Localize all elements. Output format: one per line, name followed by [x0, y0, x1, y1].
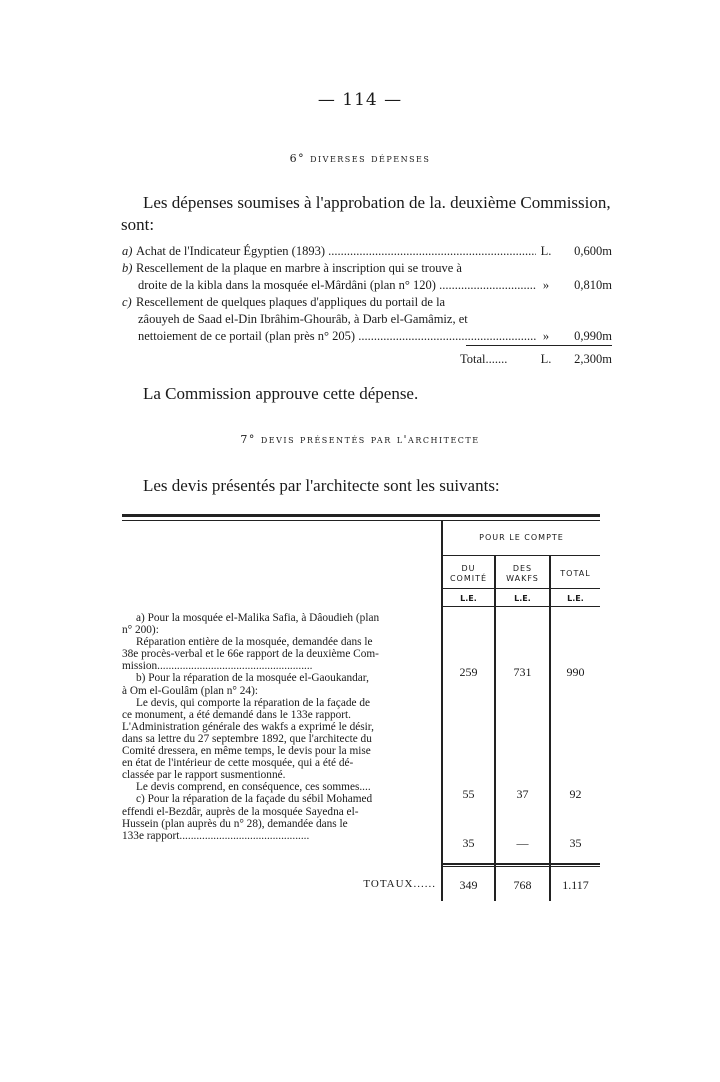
description-line: 133e rapport..............................................: [122, 829, 310, 842]
column-header-comite: DU COMITÉ: [449, 564, 488, 583]
total-cell: 1.117: [562, 878, 589, 892]
description-line: n° 200):: [122, 624, 159, 637]
table-cell: 55: [462, 787, 475, 801]
description-line: c) Pour la réparation de la façade du sébil Mohamed: [136, 793, 373, 806]
total-cell: 768: [513, 878, 532, 892]
expense-line: nettoiement de ce portail (plan près n° 205) ..... » 0,990m: [122, 329, 612, 346]
column-group-header: POUR LE COMPTE: [479, 533, 564, 542]
table-cell: 259: [459, 665, 478, 679]
header-rule: [443, 606, 600, 607]
section-7-intro: Les devis présentés par l'architecte sont les suivants:: [143, 476, 500, 495]
header-rule: [443, 555, 600, 556]
expense-list: [122, 244, 612, 346]
table-cell: 731: [513, 665, 532, 679]
total-cell: 349: [459, 878, 478, 892]
table-cell: 35: [462, 836, 475, 850]
description-line: dans sa lettre du 27 septembre 1892, que l'architecte du: [122, 732, 372, 745]
unit-label: L.E.: [460, 594, 477, 603]
description-line: ce monument, a été demandé dans le 133e rapport.: [122, 708, 351, 721]
table-top-rule-thin: [122, 520, 600, 521]
description-line: Le devis comprend, en conséquence, ces sommes....: [136, 781, 371, 794]
expense-line: a) Achat de l'Indicateur Égyptien (1893) ..... L. 0,600m: [122, 244, 612, 261]
description-line: mission.......................................................: [122, 660, 313, 673]
column-header-total: TOTAL: [560, 569, 591, 578]
totals-rule: [441, 863, 600, 865]
table-top-rule: [122, 514, 600, 517]
description-line: Réparation entière de la mosquée, demandée dans le: [136, 636, 373, 649]
section-6-title: 6° diverses dépenses: [289, 152, 431, 165]
description-line: Comité dressera, en même temps, le devis pour la mise: [122, 745, 371, 758]
expense-line: c) Rescellement de quelques plaques d'appliques du portail de la: [122, 295, 446, 309]
unit-label: L.E.: [514, 594, 531, 603]
expense-line: zâouyeh de Saad el-Din Ibrâhim-Ghourâb, à Darb el-Gamâmiz, et: [138, 312, 468, 326]
description-line: a) Pour la mosquée el-Malika Safia, à Dâoudieh (plan: [136, 612, 380, 624]
table-cell: 37: [516, 787, 529, 801]
description-line: Le devis, qui comporte la réparation de la façade de: [136, 696, 370, 709]
description-line: en état de l'intérieur de cette mosquée, qui a été dé-: [122, 757, 354, 770]
unit-label: L.E.: [567, 594, 584, 603]
expense-line: b) Rescellement de la plaque en marbre à inscription qui se trouve à: [122, 261, 462, 275]
description-line: à Om el-Goulâm (plan n° 24):: [122, 684, 258, 697]
table-cell: —: [516, 836, 529, 850]
table-cell: 35: [569, 836, 582, 850]
section-7-title: 7° devis présentés par l'architecte: [240, 433, 480, 446]
total-rule: [466, 345, 612, 346]
description-line: classée par le rapport susmentionné.: [122, 769, 286, 782]
header-rule: [443, 588, 600, 589]
table-cell: 990: [566, 665, 585, 679]
column-header-wakfs: DES WAKFS: [506, 564, 539, 583]
approval-statement: La Commission approuve cette dépense.: [143, 384, 419, 403]
table-description: [122, 612, 440, 842]
totaux-label: TOTAUX......: [363, 878, 436, 890]
description-line: L'Administration générale des wakfs a exprimé le désir,: [122, 720, 374, 733]
description-line: 38e procès-verbal et le 66e rapport de la deuxième Com-: [122, 648, 379, 661]
expense-line: droite de la kibla dans la mosquée el-Mârdâni (plan n° 120) ..... » 0,810m: [122, 278, 612, 295]
totals-rule: [441, 866, 600, 867]
expense-total: Total....... L. 2,300m: [460, 352, 612, 366]
section-6-intro: Les dépenses soumises à l'approbation de la. deuxième Commission, sont:: [121, 193, 611, 234]
description-line: b) Pour la réparation de la mosquée el-Gaoukandar,: [136, 672, 369, 685]
page-number: — 114 —: [317, 90, 403, 110]
table-cell: 92: [569, 787, 582, 801]
description-line: Hussein (plan auprès du n° 28), demandée dans le: [122, 817, 348, 830]
description-line: effendi el-Bezdâr, auprès de la mosquée Sayedna el-: [122, 805, 359, 818]
